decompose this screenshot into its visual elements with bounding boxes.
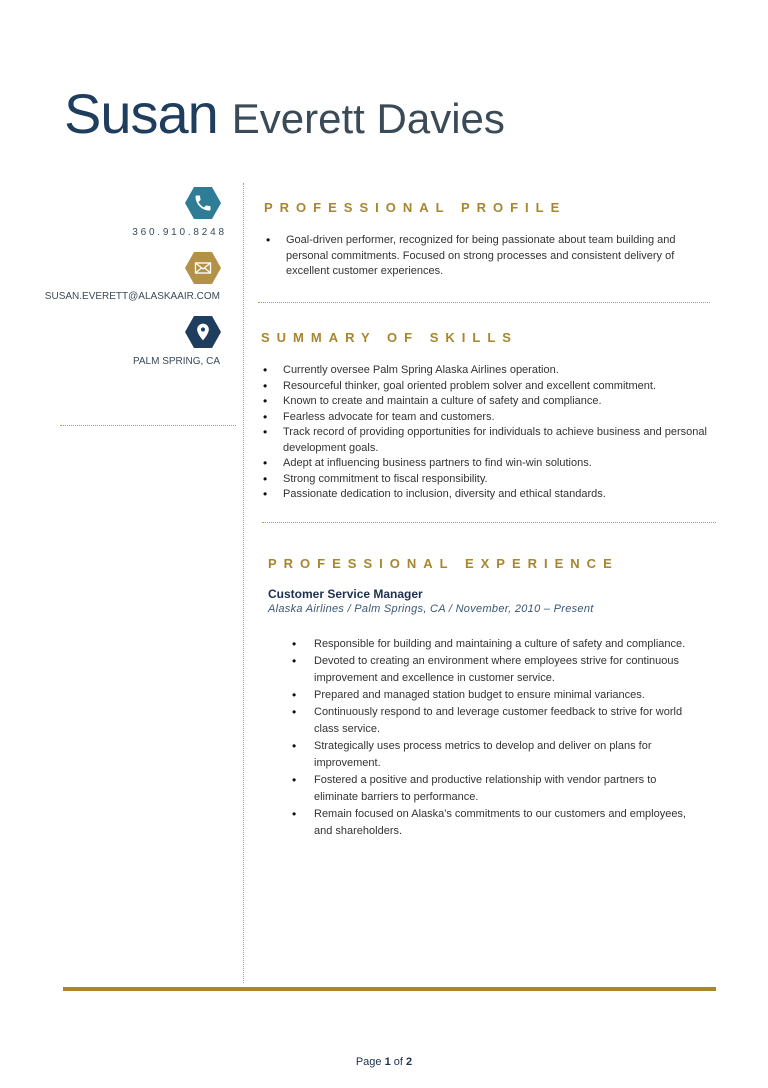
first-name: Susan <box>64 82 218 145</box>
skill-item: • Strong commitment to fiscal responsibility. <box>261 472 711 488</box>
profile-divider <box>258 302 710 303</box>
phone-number: 3 6 0 . 9 1 0 . 8 2 4 8 <box>132 227 224 238</box>
email-address: SUSAN.EVERETT@ALASKAAIR.COM <box>44 291 220 302</box>
skills-divider <box>262 522 716 523</box>
footer-rule <box>63 987 716 991</box>
location-pin-icon <box>185 316 221 348</box>
phone-icon <box>185 187 221 219</box>
envelope-icon <box>185 252 221 284</box>
experience-item: • Continuously respond to and leverage customer feedback to strive for world class service. <box>268 704 700 738</box>
experience-item: • Strategically uses process metrics to develop and deliver on plans for improvement. <box>268 738 700 772</box>
experience-item: • Prepared and managed station budget to ensure minimal variances. <box>268 687 700 704</box>
skill-item: • Adept at influencing business partners to find win-win solutions. <box>261 456 711 472</box>
profile-heading: PROFESSIONAL PROFILE <box>264 200 567 215</box>
skill-item: • Currently oversee Palm Spring Alaska Airlines operation. <box>261 363 711 379</box>
experience-item: • Devoted to creating an environment where employees strive for continuous improvement and excellence in customer service. <box>268 653 700 687</box>
skills-list <box>261 363 711 503</box>
job-subtitle: Alaska Airlines / Palm Springs, CA / November, 2010 – Present <box>268 603 594 615</box>
location: PALM SPRING, CA <box>132 356 220 367</box>
experience-heading: PROFESSIONAL EXPERIENCE <box>268 556 619 571</box>
experience-item: • Fostered a positive and productive relationship with vendor partners to eliminate barriers to performance. <box>268 772 700 806</box>
skill-item: • Known to create and maintain a culture of safety and compliance. <box>261 394 711 410</box>
page-current: 1 <box>384 1056 391 1068</box>
skill-item: • Track record of providing opportunities for individuals to achieve business and personal development goals. <box>261 425 711 456</box>
page-total: 2 <box>406 1056 413 1068</box>
column-divider <box>243 183 244 983</box>
experience-list <box>268 636 700 840</box>
skill-item: • Passionate dedication to inclusion, diversity and ethical standards. <box>261 487 711 503</box>
page-of: of <box>393 1056 403 1068</box>
page-prefix: Page <box>355 1056 382 1068</box>
skill-item: • Resourceful thinker, goal oriented problem solver and excellent commitment. <box>261 379 711 395</box>
job-title: Customer Service Manager <box>268 587 423 601</box>
profile-list <box>264 233 704 280</box>
resume-name <box>64 82 505 145</box>
skills-heading: SUMMARY OF SKILLS <box>261 330 518 345</box>
experience-item: • Responsible for building and maintaining a culture of safety and compliance. <box>268 636 700 653</box>
profile-item: • Goal-driven performer, recognized for being passionate about team building and personal commitments. Focused on strong processes and consistent delivery of excellent customer experiences. <box>264 233 704 280</box>
experience-item: • Remain focused on Alaska's commitments to our customers and employees, and shareholders. <box>268 806 700 840</box>
last-name: Everett Davies <box>231 95 505 142</box>
skill-item: • Fearless advocate for team and customers. <box>261 410 711 426</box>
page-number <box>0 1056 768 1068</box>
contact-divider <box>60 425 236 426</box>
